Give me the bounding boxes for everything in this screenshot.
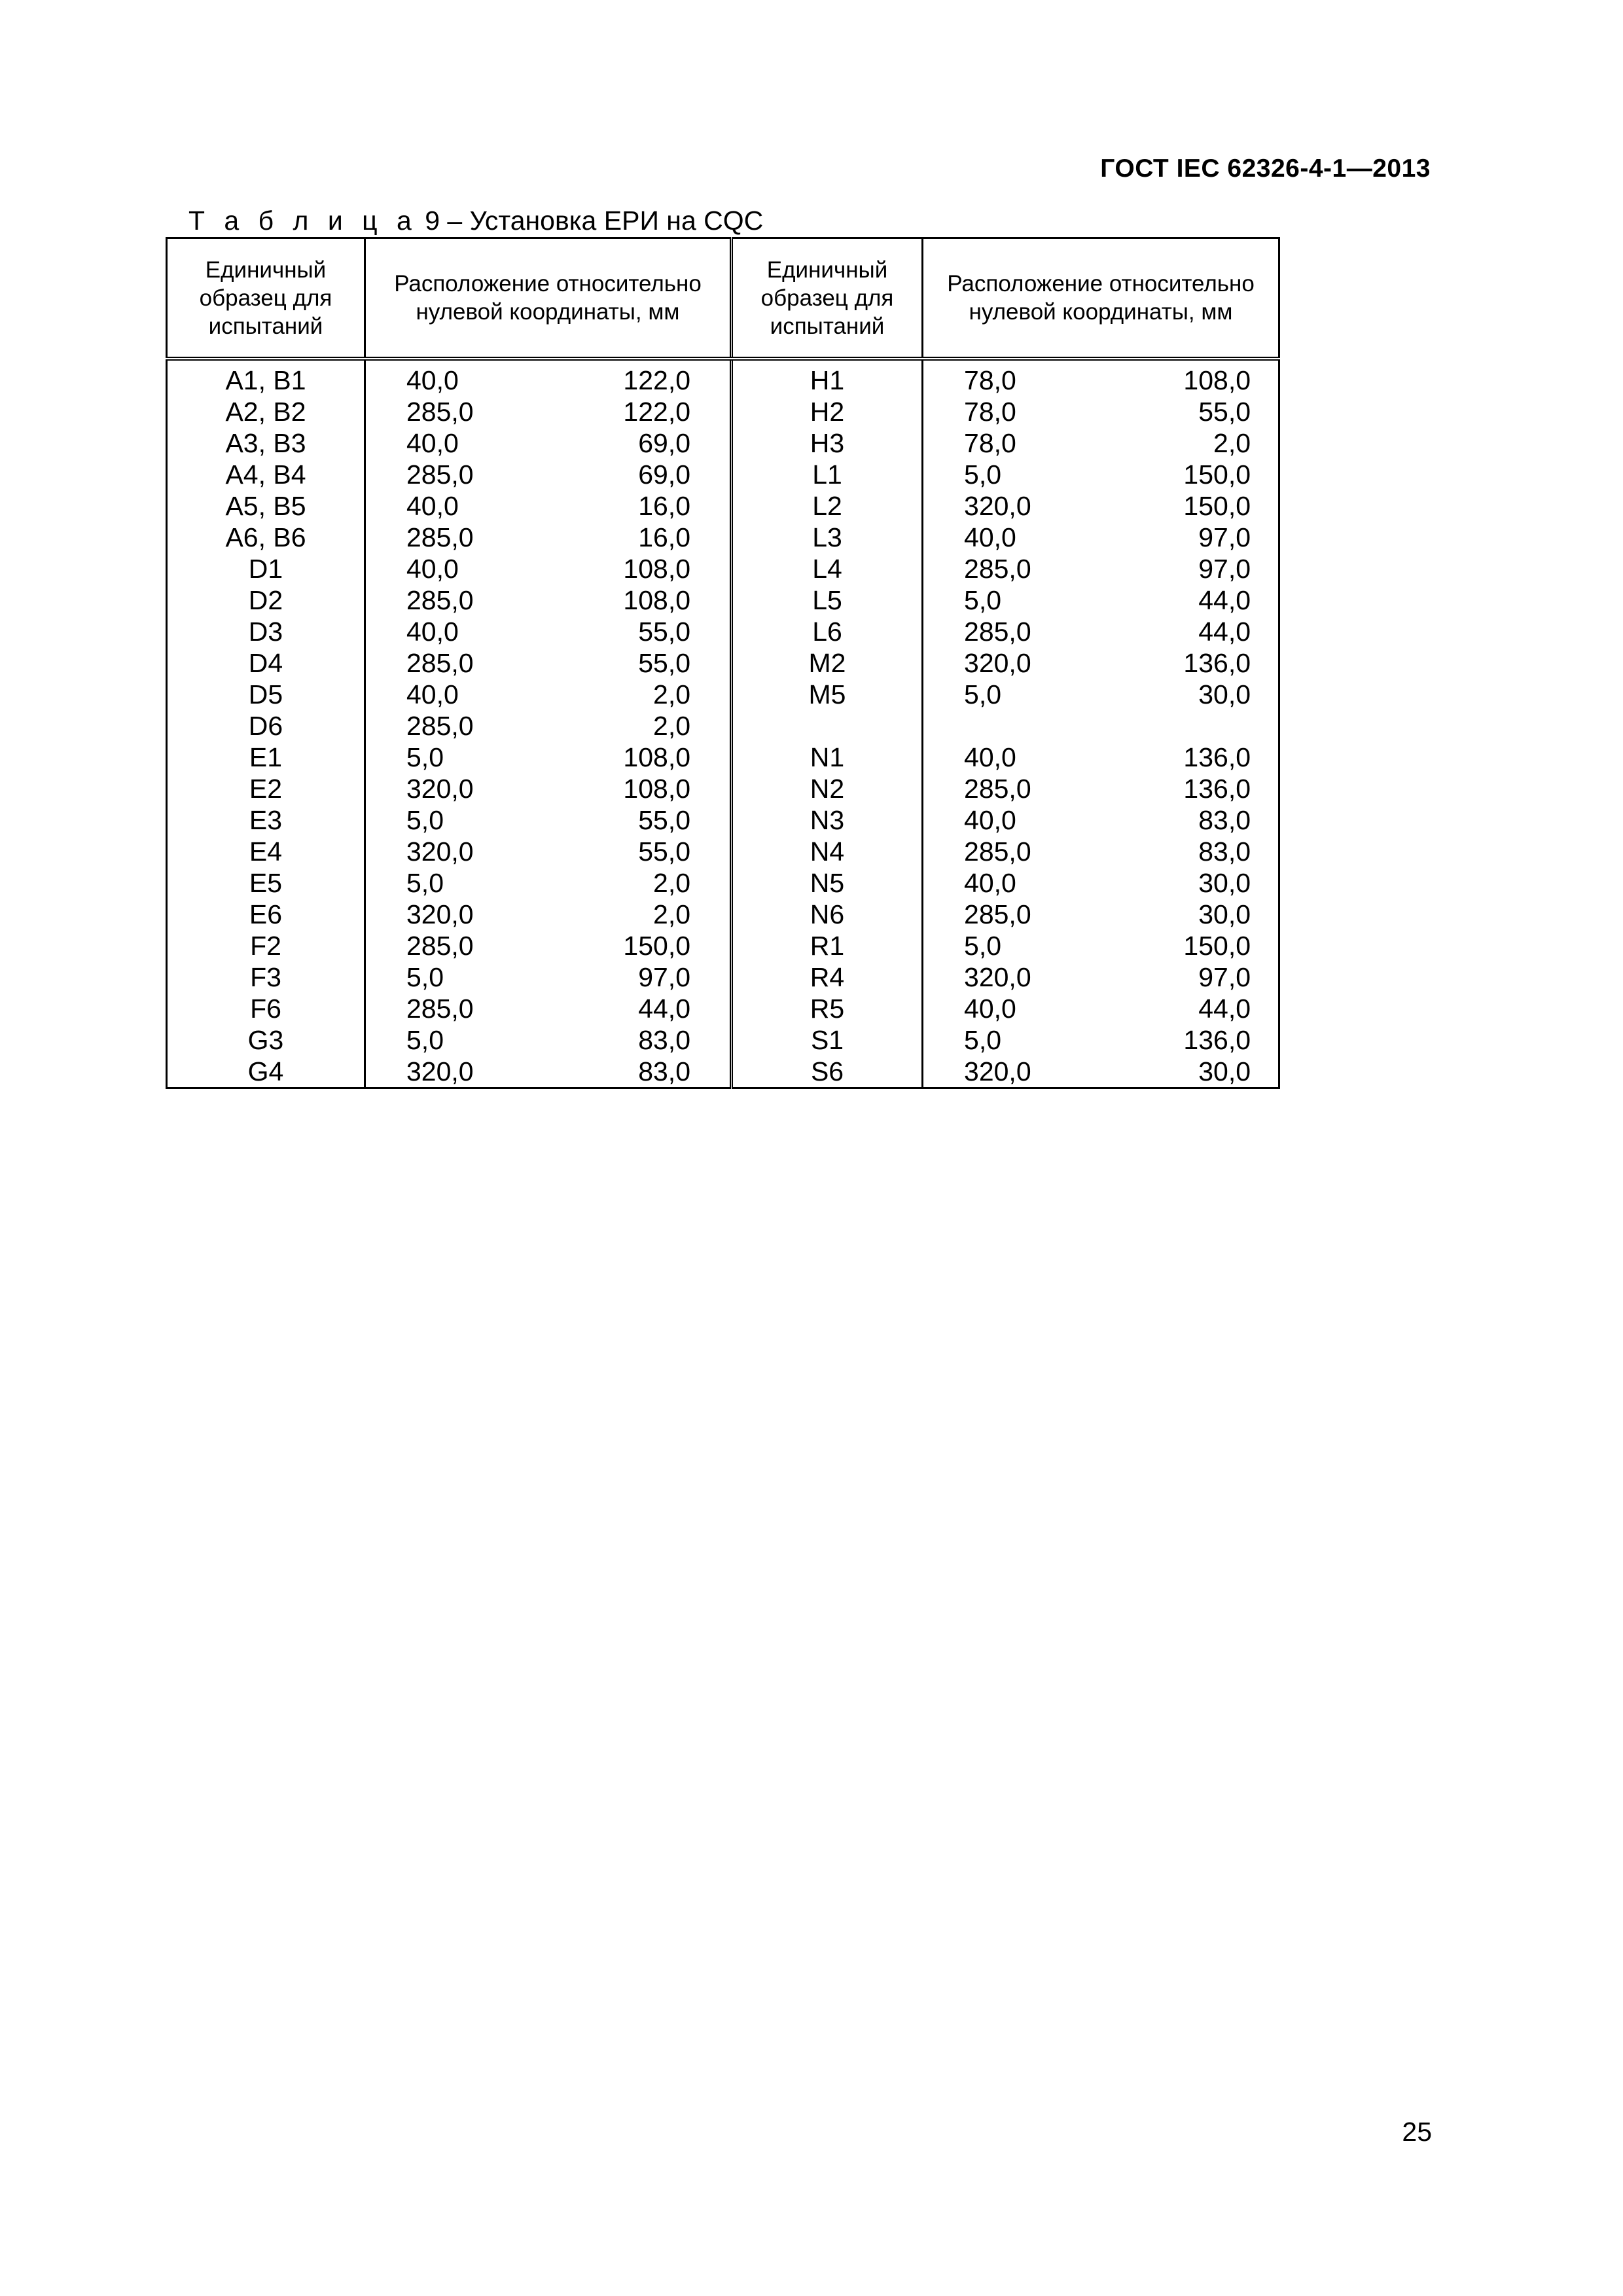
y-coordinate-right: 30,0: [1060, 867, 1279, 899]
y-coordinate-left: 2,0: [653, 868, 691, 898]
x-coordinate-right: 285,0: [964, 554, 1031, 584]
x-coordinate-left: 320,0: [365, 1056, 503, 1088]
x-coordinate-left: 5,0: [406, 962, 444, 992]
x-coordinate-left: 320,0: [406, 899, 474, 929]
y-coordinate-right: 136,0: [1060, 742, 1279, 773]
x-coordinate-right: 78,0: [964, 397, 1016, 427]
y-coordinate-right: [1060, 710, 1279, 742]
x-coordinate-right: 40,0: [964, 742, 1016, 772]
x-coordinate-left: 320,0: [406, 836, 474, 867]
sample-id-right: N6: [732, 899, 923, 930]
sample-id-left: A2, B2: [167, 396, 365, 427]
header-position-left: Расположение относительно нулевой координаты, мм: [365, 238, 732, 359]
sample-id-left: F6: [167, 993, 365, 1024]
x-coordinate-left: 285,0: [406, 585, 474, 615]
table-caption-text: 9 – Установка ЕРИ на CQC: [417, 206, 764, 236]
y-coordinate-left: 69,0: [638, 459, 691, 490]
x-coordinate-left: 40,0: [406, 554, 459, 584]
table-row: [167, 1056, 1279, 1088]
table-row: [167, 710, 1279, 742]
sample-id-right: H3: [732, 427, 923, 459]
sample-id-left: G4: [167, 1056, 365, 1088]
y-coordinate-left: 122,0: [623, 397, 691, 427]
sample-id-left: F2: [167, 930, 365, 961]
y-coordinate-left: 2,0: [653, 679, 691, 709]
y-coordinate-right: 30,0: [1060, 1056, 1279, 1088]
y-coordinate-right: 150,0: [1060, 930, 1279, 961]
y-coordinate-right: 2,0: [1060, 427, 1279, 459]
x-coordinate-right: 5,0: [964, 679, 1002, 709]
y-coordinate-right: 150,0: [1060, 459, 1279, 490]
y-coordinate-left: 55,0: [638, 805, 691, 835]
y-coordinate-right: 30,0: [1060, 679, 1279, 710]
sample-id-right: N1: [732, 742, 923, 773]
x-coordinate-right: 285,0: [964, 899, 1031, 929]
y-coordinate-right: 136,0: [1060, 647, 1279, 679]
x-coordinate-right: 5,0: [964, 585, 1002, 615]
x-coordinate-left: 40,0: [406, 428, 459, 458]
x-coordinate-left: 5,0: [406, 868, 444, 898]
y-coordinate-left: 108,0: [623, 554, 691, 584]
sample-id-left: D3: [167, 616, 365, 647]
sample-id-left: G3: [167, 1024, 365, 1056]
x-coordinate-right: 40,0: [964, 522, 1016, 552]
sample-id-left: E1: [167, 742, 365, 773]
x-coordinate-right: 40,0: [964, 994, 1016, 1024]
table-body: [167, 359, 1279, 1088]
sample-id-right: R1: [732, 930, 923, 961]
header-position-right: Расположение относительно нулевой координаты, мм: [923, 238, 1279, 359]
y-coordinate-right: 97,0: [1060, 553, 1279, 584]
sample-id-right: R5: [732, 993, 923, 1024]
y-coordinate-left: 44,0: [638, 994, 691, 1024]
sample-id-right: N4: [732, 836, 923, 867]
sample-id-left: E3: [167, 804, 365, 836]
table-row: [167, 867, 1279, 899]
sample-id-left: D1: [167, 553, 365, 584]
y-coordinate-left: 2,0: [653, 711, 691, 741]
y-coordinate-left: 69,0: [638, 428, 691, 458]
sample-id-right: [732, 710, 923, 742]
table-header-row: [167, 238, 1279, 359]
table-row: [167, 930, 1279, 961]
y-coordinate-left: 16,0: [638, 522, 691, 552]
table-row: [167, 616, 1279, 647]
table-row: [167, 490, 1279, 522]
x-coordinate-right: 285,0: [964, 836, 1031, 867]
sample-id-right: L6: [732, 616, 923, 647]
x-coordinate-left: 5,0: [406, 742, 444, 772]
table-row: [167, 836, 1279, 867]
sample-id-left: F3: [167, 961, 365, 993]
x-coordinate-left: 285,0: [406, 459, 474, 490]
sample-id-right: S6: [732, 1056, 923, 1088]
table-row: [167, 1024, 1279, 1056]
sample-id-left: E4: [167, 836, 365, 867]
y-coordinate-right: 83,0: [1060, 804, 1279, 836]
y-coordinate-right: 97,0: [1060, 961, 1279, 993]
sample-id-right: L1: [732, 459, 923, 490]
x-coordinate-right: [923, 710, 1060, 742]
y-coordinate-right: 150,0: [1060, 490, 1279, 522]
y-coordinate-left: 55,0: [638, 648, 691, 678]
x-coordinate-left: 40,0: [406, 491, 459, 521]
table-row: [167, 553, 1279, 584]
sample-id-right: N5: [732, 867, 923, 899]
page-number: 25: [1402, 2117, 1432, 2147]
table-caption: [188, 206, 763, 236]
table-row: [167, 773, 1279, 804]
sample-id-right: L4: [732, 553, 923, 584]
x-coordinate-right: 320,0: [964, 648, 1031, 678]
table-row: [167, 804, 1279, 836]
table-row: [167, 522, 1279, 553]
sample-id-left: E6: [167, 899, 365, 930]
header-sample-left: Единичный образец для испытаний: [167, 238, 365, 359]
y-coordinate-left: 108,0: [623, 774, 691, 804]
sample-id-left: A3, B3: [167, 427, 365, 459]
sample-id-left: A5, B5: [167, 490, 365, 522]
x-coordinate-left: 40,0: [406, 617, 459, 647]
y-coordinate-left: 97,0: [638, 962, 691, 992]
x-coordinate-left: 285,0: [406, 397, 474, 427]
table-caption-prefix: Т а б л и ц а: [188, 206, 418, 236]
x-coordinate-left: 285,0: [406, 931, 474, 961]
sample-id-left: E2: [167, 773, 365, 804]
header-sample-right: Единичный образец для испытаний: [732, 238, 923, 359]
sample-id-right: N2: [732, 773, 923, 804]
y-coordinate-right: 136,0: [1060, 773, 1279, 804]
standard-code-header: ГОСТ IEC 62326-4-1—2013: [1100, 154, 1431, 183]
y-coordinate-left: 55,0: [638, 836, 691, 867]
x-coordinate-left: 285,0: [406, 711, 474, 741]
x-coordinate-left: 320,0: [406, 774, 474, 804]
sample-id-left: A6, B6: [167, 522, 365, 553]
x-coordinate-right: 320,0: [923, 1056, 1060, 1088]
x-coordinate-right: 5,0: [964, 931, 1002, 961]
table-row: [167, 899, 1279, 930]
x-coordinate-right: 78,0: [964, 365, 1016, 395]
x-coordinate-right: 285,0: [964, 774, 1031, 804]
table-row: [167, 679, 1279, 710]
x-coordinate-left: 5,0: [406, 805, 444, 835]
sample-id-right: L3: [732, 522, 923, 553]
x-coordinate-left: 285,0: [406, 994, 474, 1024]
y-coordinate-left: 16,0: [638, 491, 691, 521]
table-row: [167, 742, 1279, 773]
table-row: [167, 961, 1279, 993]
sample-id-right: L5: [732, 584, 923, 616]
x-coordinate-right: 40,0: [964, 868, 1016, 898]
table-row: [167, 459, 1279, 490]
sample-id-right: H2: [732, 396, 923, 427]
x-coordinate-right: 285,0: [964, 617, 1031, 647]
sample-id-left: D6: [167, 710, 365, 742]
table-row: [167, 427, 1279, 459]
sample-id-right: N3: [732, 804, 923, 836]
y-coordinate-left: 83,0: [638, 1025, 691, 1055]
y-coordinate-right: 44,0: [1060, 993, 1279, 1024]
sample-id-left: D5: [167, 679, 365, 710]
table-row: [167, 584, 1279, 616]
table-row: [167, 647, 1279, 679]
y-coordinate-left: 2,0: [653, 899, 691, 929]
sample-id-right: M5: [732, 679, 923, 710]
x-coordinate-right: 40,0: [964, 805, 1016, 835]
sample-id-right: R4: [732, 961, 923, 993]
sample-id-left: D2: [167, 584, 365, 616]
sample-id-left: E5: [167, 867, 365, 899]
x-coordinate-right: 320,0: [964, 962, 1031, 992]
installation-table: [166, 237, 1280, 1089]
x-coordinate-right: 78,0: [964, 428, 1016, 458]
sample-id-left: D4: [167, 647, 365, 679]
y-coordinate-right: 97,0: [1060, 522, 1279, 553]
sample-id-right: H1: [732, 359, 923, 396]
y-coordinate-right: 55,0: [1060, 396, 1279, 427]
y-coordinate-left: 150,0: [623, 931, 691, 961]
y-coordinate-right: 30,0: [1060, 899, 1279, 930]
x-coordinate-left: 285,0: [406, 648, 474, 678]
x-coordinate-left: 5,0: [406, 1025, 444, 1055]
sample-id-right: L2: [732, 490, 923, 522]
table-row: [167, 396, 1279, 427]
y-coordinate-right: 136,0: [1060, 1024, 1279, 1056]
x-coordinate-left: 40,0: [406, 365, 459, 395]
table-row: [167, 993, 1279, 1024]
y-coordinate-left: 55,0: [638, 617, 691, 647]
y-coordinate-right: 83,0: [1060, 836, 1279, 867]
x-coordinate-left: 285,0: [406, 522, 474, 552]
y-coordinate-left: 108,0: [623, 742, 691, 772]
x-coordinate-right: 5,0: [964, 1025, 1002, 1055]
x-coordinate-left: 40,0: [406, 679, 459, 709]
sample-id-right: M2: [732, 647, 923, 679]
y-coordinate-right: 44,0: [1060, 616, 1279, 647]
y-coordinate-right: 44,0: [1060, 584, 1279, 616]
sample-id-left: A1, B1: [167, 359, 365, 396]
y-coordinate-left: 122,0: [623, 365, 691, 395]
y-coordinate-right: 108,0: [1060, 359, 1279, 396]
sample-id-left: A4, B4: [167, 459, 365, 490]
y-coordinate-left: 83,0: [503, 1056, 732, 1088]
x-coordinate-right: 320,0: [964, 491, 1031, 521]
x-coordinate-right: 5,0: [964, 459, 1002, 490]
sample-id-right: S1: [732, 1024, 923, 1056]
y-coordinate-left: 108,0: [623, 585, 691, 615]
table-row: [167, 359, 1279, 396]
